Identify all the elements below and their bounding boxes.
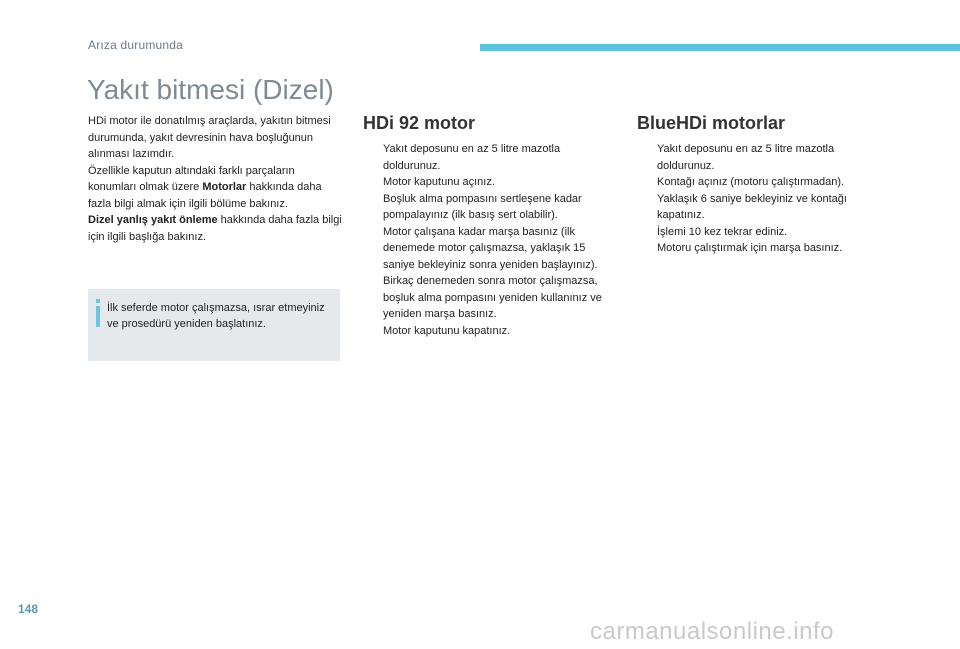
info-note-text: İlk seferde motor çalışmazsa, ısrar etmeyiniz ve prosedürü yeniden başlatınız. <box>107 302 325 330</box>
step-text: Yakıt deposunu en az 5 litre mazotla doldurunuz. <box>657 143 835 172</box>
page-number: 148 <box>18 602 39 616</box>
step-text: Birkaç denemeden sonra motor çalışmazsa, boşluk alma pompasını yeniden kullanınız ve yeniden marşa basınız. <box>383 275 602 320</box>
list-item <box>363 174 608 191</box>
step-text: Motor kaputunu kapatınız. <box>383 324 511 337</box>
step-text: Motoru çalıştırmak için marşa basınız. <box>657 242 843 254</box>
step-text: Kontağı açınız (motoru çalıştırmadan). <box>657 176 845 188</box>
hdi-steps-list <box>363 141 608 339</box>
section-header: Arıza durumunda <box>88 38 184 52</box>
list-item <box>363 323 608 340</box>
list-item <box>637 141 877 174</box>
bluehdi-section-title: BlueHDi motorlar <box>637 113 786 133</box>
list-item <box>363 191 608 224</box>
step-text: Yaklaşık 6 saniye bekleyiniz ve kontağı kapatınız. <box>657 192 847 221</box>
info-note-box <box>88 289 340 361</box>
step-text: İşlemi 10 kez tekrar ediniz. <box>657 225 788 238</box>
intro-text-segment: hakkında daha fazla bilgi almak için ilgili bölüme bakınız. <box>88 181 322 210</box>
intro-text <box>88 113 343 245</box>
hdi-section-title: HDi 92 motor <box>363 113 476 133</box>
misfuel-reference: Dizel yanlış yakıt önleme <box>88 214 218 226</box>
step-text: Boşluk alma pompasını sertleşene kadar pompalayınız (ilk basış sert olabilir). <box>383 192 582 221</box>
header-accent-bar <box>480 44 960 51</box>
list-item <box>637 174 877 191</box>
list-item <box>637 240 877 257</box>
step-text: Motor çalışana kadar marşa basınız (ilk denemede motor çalışmazsa, yaklaşık 15 saniye bekleyiniz sonra yeniden başlayınız). <box>383 225 598 271</box>
list-item <box>637 191 877 224</box>
step-text: Yakıt deposunu en az 5 litre mazotla doldurunuz. <box>383 143 561 172</box>
intro-text-segment: hakkında daha fazla bilgi için ilgili başlığa bakınız. <box>88 214 342 243</box>
step-text: Motor kaputunu açınız. <box>383 176 495 188</box>
info-icon <box>95 299 102 327</box>
intro-paragraph-2 <box>88 163 343 246</box>
intro-paragraph-1: HDi motor ile donatılmış araçlarda, yakıtın bitmesi durumunda, yakıt devresinin hava boşluğunun alınması lazımdır. <box>88 115 331 160</box>
list-item <box>637 224 877 241</box>
list-item <box>363 141 608 174</box>
watermark: carmanualsonline.info <box>590 618 834 645</box>
page-title: Yakıt bitmesi (Dizel) <box>87 74 334 105</box>
list-item <box>363 224 608 274</box>
motorlar-reference: Motorlar <box>202 181 247 193</box>
intro-text-segment: Özellikle kaputun altındaki farklı parçaların konumları olmak üzere <box>88 164 295 193</box>
bluehdi-steps-list <box>637 141 877 257</box>
list-item <box>363 273 608 323</box>
